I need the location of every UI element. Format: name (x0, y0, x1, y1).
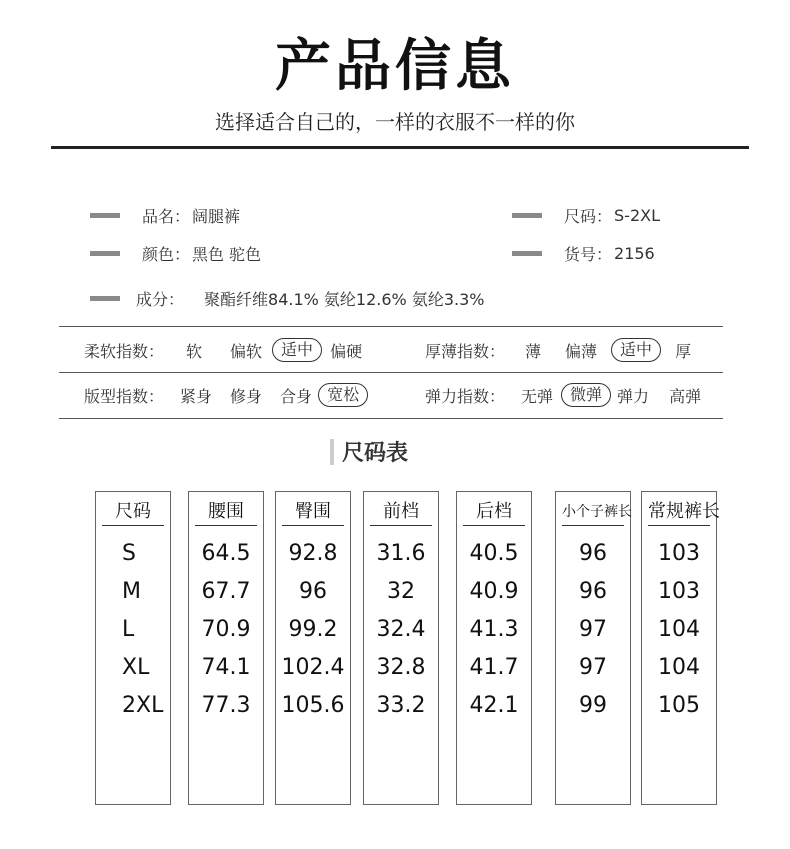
column-header: 臀围 (282, 499, 344, 526)
table-cell: 96 (579, 541, 607, 566)
table-cell: 31.6 (376, 541, 426, 566)
info-material-label: 成分： (136, 290, 185, 309)
info-size (512, 204, 660, 227)
size-label-cell: XL (122, 655, 150, 680)
table-cell: 92.8 (288, 541, 338, 566)
table-cell: 99 (579, 693, 607, 718)
info-color (90, 242, 261, 265)
elasticity-selected: 微弹 (561, 383, 611, 407)
fit-option: 紧身 (180, 386, 213, 406)
column-header: 后档 (463, 499, 525, 526)
info-material (90, 287, 485, 310)
table-cell: 32.8 (376, 655, 426, 680)
thickness-selected: 适中 (611, 338, 661, 362)
dash-icon (512, 213, 542, 218)
elasticity-option: 无弹 (521, 386, 554, 406)
table-cell: 41.3 (469, 617, 519, 642)
table-cell: 70.9 (201, 617, 251, 642)
title-accent-bar (330, 439, 334, 465)
table-cell: 96 (579, 579, 607, 604)
softness-option: 偏硬 (330, 341, 363, 361)
fit-label: 版型指数： (84, 386, 165, 406)
fit-option: 修身 (230, 386, 263, 406)
size-column (188, 491, 264, 805)
column-header: 小个子裤长 (562, 499, 624, 526)
index-divider (59, 326, 723, 327)
table-cell: 105 (658, 693, 700, 718)
table-cell: 97 (579, 655, 607, 680)
table-cell: 64.5 (201, 541, 251, 566)
info-sku (512, 242, 655, 265)
fit-option: 合身 (280, 386, 313, 406)
elasticity-option: 弹力 (617, 386, 650, 406)
table-cell: 33.2 (376, 693, 426, 718)
softness-selected: 适中 (272, 338, 322, 362)
info-name (90, 204, 240, 227)
dash-icon (90, 296, 120, 301)
table-cell: 42.1 (469, 693, 519, 718)
table-cell: 103 (658, 579, 700, 604)
size-column (363, 491, 439, 805)
table-cell: 99.2 (288, 617, 338, 642)
page-title: 产品信息 (275, 34, 515, 99)
fit-selected: 宽松 (318, 383, 368, 407)
table-cell: 77.3 (201, 693, 251, 718)
size-table-title (330, 436, 408, 467)
elasticity-label: 弹力指数： (425, 386, 506, 406)
dash-icon (512, 251, 542, 256)
size-label-cell: S (122, 541, 136, 566)
table-cell: 40.5 (469, 541, 519, 566)
info-size-value: S-2XL (614, 206, 660, 225)
fit-index (84, 378, 368, 412)
info-name-value: 阔腿裤 (192, 207, 241, 226)
size-column (555, 491, 631, 805)
table-cell: 102.4 (281, 655, 345, 680)
info-color-label: 颜色： (142, 245, 191, 264)
title-divider (51, 146, 749, 149)
dash-icon (90, 213, 120, 218)
thickness-option: 厚 (675, 341, 692, 361)
table-cell: 105.6 (281, 693, 345, 718)
thickness-option: 偏薄 (565, 341, 598, 361)
size-column (275, 491, 351, 805)
softness-label: 柔软指数： (84, 341, 165, 361)
info-name-label: 品名： (142, 207, 191, 226)
table-cell: 32.4 (376, 617, 426, 642)
column-header: 前档 (370, 499, 432, 526)
table-cell: 96 (299, 579, 327, 604)
thickness-index (425, 333, 691, 367)
page-subtitle: 选择适合自己的，一样的衣服不一样的你 (215, 110, 575, 134)
column-header: 常规裤长 (648, 499, 710, 526)
elasticity-option: 高弹 (669, 386, 702, 406)
thickness-label: 厚薄指数： (425, 341, 506, 361)
table-cell: 104 (658, 655, 700, 680)
info-material-value: 聚酯纤维84.1% 氨纶12.6% 氨纶3.3% (204, 290, 485, 309)
table-cell: 103 (658, 541, 700, 566)
column-header: 尺码 (102, 499, 164, 526)
table-cell: 67.7 (201, 579, 251, 604)
size-column (641, 491, 720, 805)
table-cell: 32 (387, 579, 415, 604)
table-cell: 74.1 (201, 655, 251, 680)
index-divider (59, 372, 723, 373)
table-cell: 40.9 (469, 579, 519, 604)
size-label-cell: L (122, 617, 135, 642)
info-color-value: 黑色 驼色 (192, 245, 262, 264)
softness-option: 软 (186, 341, 203, 361)
size-column (95, 491, 171, 805)
info-size-label: 尺码： (564, 207, 613, 226)
size-column (456, 491, 532, 805)
elasticity-index (425, 378, 701, 412)
column-header: 腰围 (195, 499, 257, 526)
softness-index (84, 333, 362, 367)
info-sku-value: 2156 (614, 244, 655, 263)
info-sku-label: 货号： (564, 245, 613, 264)
softness-option: 偏软 (230, 341, 263, 361)
size-table-title-text: 尺码表 (342, 441, 409, 466)
table-cell: 97 (579, 617, 607, 642)
dash-icon (90, 251, 120, 256)
index-divider (59, 418, 723, 419)
table-cell: 41.7 (469, 655, 519, 680)
size-label-cell: 2XL (122, 693, 164, 718)
thickness-option: 薄 (525, 341, 542, 361)
table-cell: 104 (658, 617, 700, 642)
size-label-cell: M (122, 579, 141, 604)
